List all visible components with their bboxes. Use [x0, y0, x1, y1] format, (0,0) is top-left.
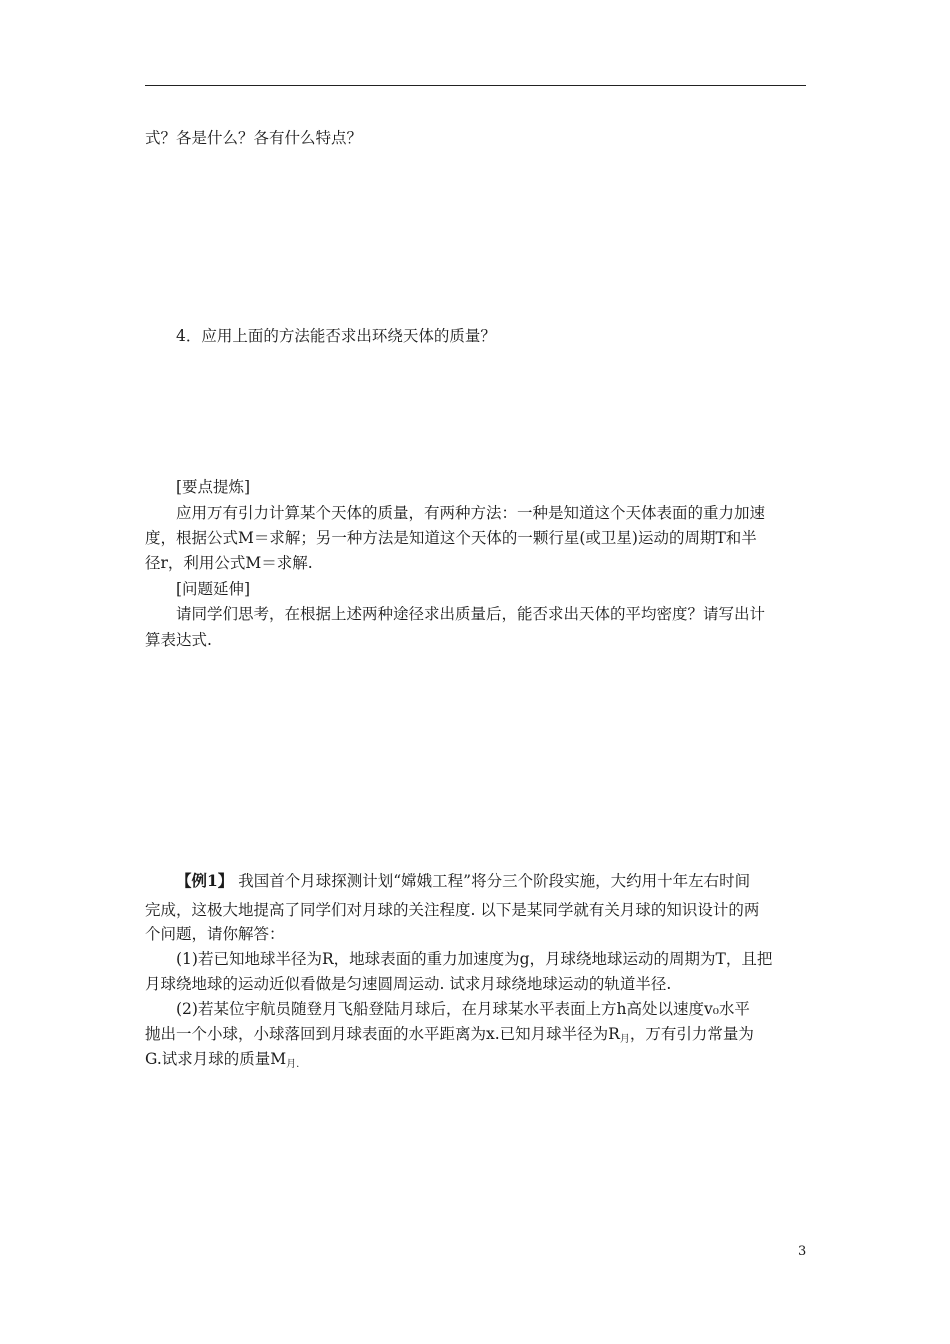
key-points-line-3: 径r，利用公式M＝求解.	[145, 554, 313, 572]
example-1-part-2-line-2	[145, 1023, 754, 1051]
example-1-line-2: 完成，这极大地提高了同学们对月球的关注程度. 以下是某同学就有关月球的知识设计的两	[145, 901, 760, 919]
example-1-line-3: 个问题，请你解答：	[145, 925, 285, 943]
example-1-line-1	[176, 870, 750, 892]
question-3-tail: 式？各是什么？各有什么特点？	[145, 129, 363, 147]
key-points-heading: [要点提炼]	[176, 478, 251, 496]
moon-subscript: 月	[619, 1034, 630, 1045]
moon-mass-subscript: 月.	[286, 1059, 300, 1070]
example-1-part-2-text-b: ，万有引力常量为	[629, 1025, 754, 1043]
key-points-line-2: 度，根据公式M＝求解；另一种方法是知道这个天体的一颗行星(或卫星)运动的周期T和半	[145, 529, 757, 547]
question-4: 4．应用上面的方法能否求出环绕天体的质量？	[176, 327, 496, 345]
header-rule	[145, 85, 806, 86]
extension-heading: [问题延伸]	[176, 580, 251, 598]
page-number: 3	[798, 1244, 807, 1259]
example-1-text-1: 我国首个月球探测计划“嫦娥工程”将分三个阶段实施，大约用十年左右时间	[238, 872, 751, 890]
example-1-part-2-text-a: 抛出一个小球，小球落回到月球表面的水平距离为x.已知月球半径为R	[145, 1025, 620, 1043]
example-1-part-2-text-c: G.试求月球的质量M	[145, 1050, 287, 1068]
example-1-part-2-line-1: (2)若某位宇航员随登月飞船登陆月球后，在月球某水平表面上方h高处以速度v₀水平	[176, 1000, 750, 1018]
example-1-part-1-line-1: (1)若已知地球半径为R，地球表面的重力加速度为g，月球绕地球运动的周期为T，且把	[176, 950, 773, 968]
example-1-part-1-line-2: 月球绕地球的运动近似看做是匀速圆周运动. 试求月球绕地球运动的轨道半径.	[145, 975, 672, 993]
extension-line-2: 算表达式.	[145, 631, 212, 649]
key-points-line-1: 应用万有引力计算某个天体的质量，有两种方法：一种是知道这个天体表面的重力加速	[176, 504, 766, 522]
example-1-part-2-line-3	[145, 1048, 299, 1076]
extension-line-1: 请同学们思考，在根据上述两种途径求出质量后，能否求出天体的平均密度？请写出计	[176, 605, 766, 623]
example-1-label: 【例1】	[176, 871, 234, 890]
